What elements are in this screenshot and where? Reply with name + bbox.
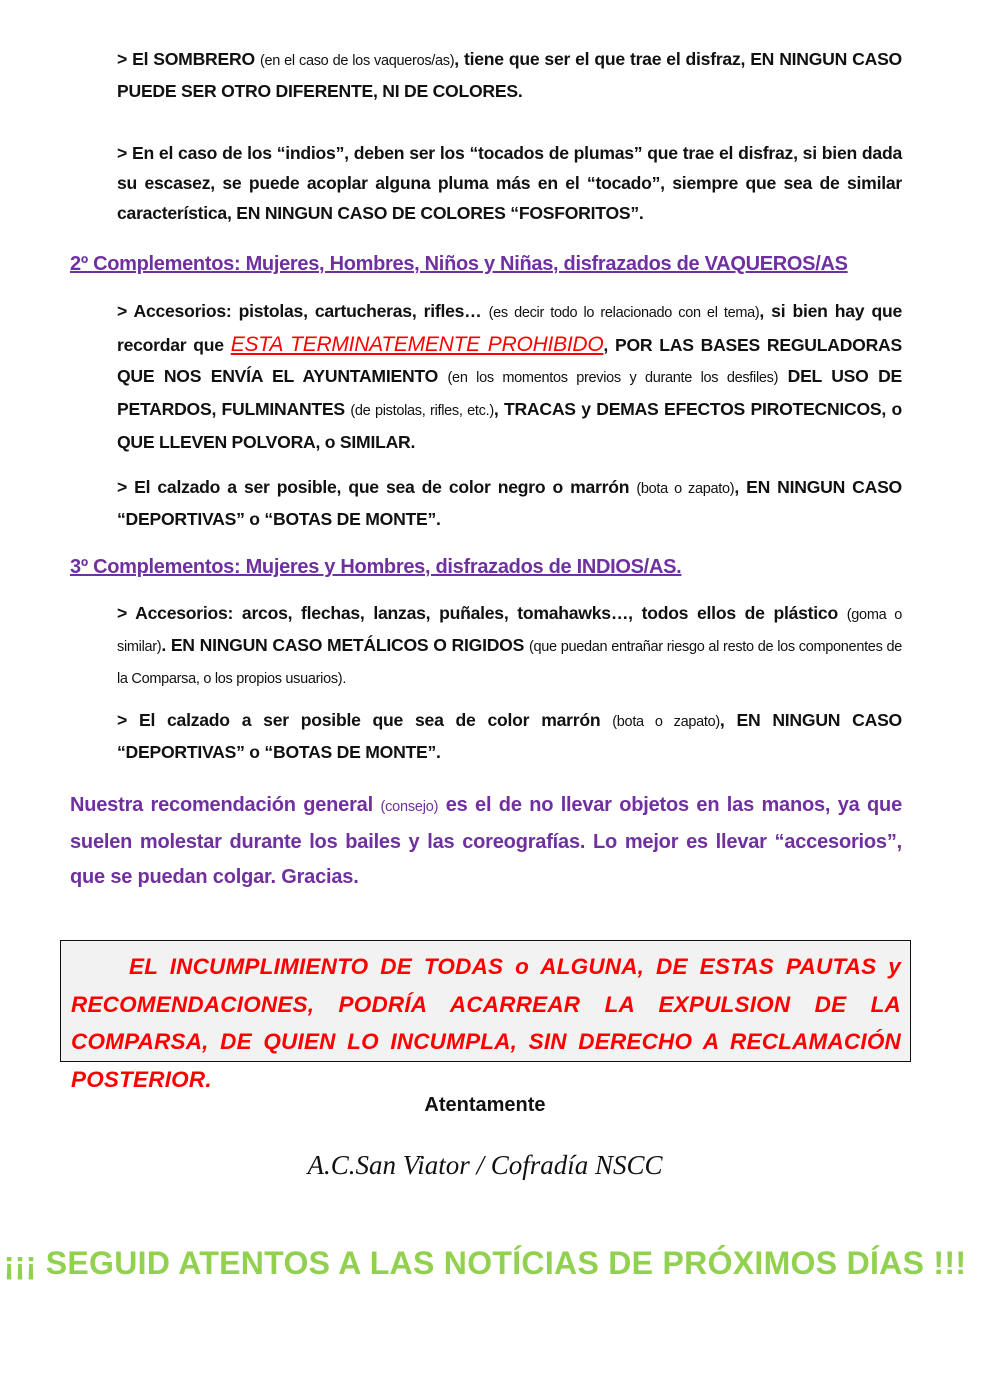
paragraph-sombrero <box>117 44 902 106</box>
indios-calzado-lead: > El calzado a ser posible que sea de color marrón <box>117 710 601 730</box>
pirotecnicos-text: , TRACAS y DEMAS EFECTOS PIROTECNICOS, o QUE LLEVEN POLVORA, o SIMILAR. <box>117 399 903 452</box>
recommendation-note: (consejo) <box>380 799 439 815</box>
calzado-lead: > El calzado a ser posible, que sea de color negro o marrón <box>117 477 630 497</box>
desfiles-note: (en los momentos previos y durante los desfiles) <box>447 370 779 386</box>
pistolas-note: (de pistolas, rifles, etc.) <box>350 403 494 419</box>
indios-calzado-rule: , EN NINGUN CASO “DEPORTIVAS” o “BOTAS DE MONTE”. <box>117 710 902 762</box>
calzado-rule: , EN NINGUN CASO “DEPORTIVAS” o “BOTAS DE MONTE”. <box>117 477 902 529</box>
paragraph-accesorios-indios <box>117 598 902 694</box>
accesorios-note: (es decir todo lo relacionado con el tema) <box>488 305 760 321</box>
closing-salutation: Atentamente <box>424 1094 546 1116</box>
heading-vaqueros: 2º Complementos: Mujeres, Hombres, Niños y Niñas, disfrazados de VAQUEROS/AS <box>70 253 848 275</box>
indios-calzado-note: (bota o zapato) <box>612 714 720 730</box>
indios-rule: > En el caso de los “indios”, deben ser los “tocados de plumas” que trae el disfraz, si bien dada su escasez, se puede acoplar alguna pluma más en el “tocado”, siempre que sea de similar característica, EN NINGUN CASO DE COLORES “FOSFORITOS”. <box>117 143 902 223</box>
calzado-note: (bota o zapato) <box>636 481 735 497</box>
warning-box <box>60 940 911 1092</box>
indios-accesorios-lead: > Accesorios: arcos, flechas, lanzas, puñales, tomahawks…, todos ellos de plástico <box>117 603 838 623</box>
heading-indios: 3º Complementos: Mujeres y Hombres, disfrazados de INDIOS/AS. <box>70 556 682 578</box>
signature: A.C.San Viator / Cofradía NSCC <box>307 1150 663 1180</box>
sombrero-note: (en el caso de los vaqueros/as) <box>259 53 455 69</box>
petardos-text: DEL USO DE PETARDOS, FULMINANTES <box>117 366 903 419</box>
sombrero-lead: > El SOMBRERO <box>117 49 255 69</box>
recommendation-text: es el de no llevar objetos en las manos, ya que suelen molestar durante los bailes y las coreografías. Lo mejor es llevar “accesorios”, que se puedan colgar. Gracias. <box>70 794 902 888</box>
accesorios-lead: > Accesorios: pistolas, cartucheras, rifles… <box>117 301 482 321</box>
paragraph-indios <box>117 138 902 228</box>
paragraph-accesorios-vaqueros <box>117 296 902 458</box>
warning-text: EL INCUMPLIMIENTO DE TODAS o ALGUNA, DE ESTAS PAUTAS y RECOMENDACIONES, PODRÍA ACARREAR LA EXPULSION DE LA COMPARSA, DE QUIEN LO INCUMPLA, SIN DERECHO A RECLAMACIÓN POSTERIOR. <box>71 954 901 1092</box>
prohibido-emphasis: ESTA TERMINATEMENTE PROHIBIDO <box>230 333 604 356</box>
accesorios-text: , si bien hay que recordar que <box>117 301 902 355</box>
indios-accesorios-note: (goma o similar) <box>117 607 903 655</box>
metalicos-text: . EN NINGUN CASO METÁLICOS O RIGIDOS <box>161 635 525 655</box>
final-notice: ¡¡¡ SEGUID ATENTOS A LAS NOTÍCIAS DE PRÓXIMOS DÍAS !!! <box>3 1245 967 1281</box>
recommendation-lead: Nuestra recomendación general <box>70 794 373 816</box>
paragraph-calzado-indios <box>117 705 902 767</box>
bases-text: , POR LAS BASES REGULADORAS QUE NOS ENVÍA EL AYUNTAMIENTO <box>117 335 902 386</box>
riesgo-note: (que puedan entrañar riesgo al resto de los componentes de la Comparsa, o los propios usuarios). <box>117 639 902 687</box>
recommendation-paragraph <box>70 788 902 895</box>
sombrero-rule: , tiene que ser el que trae el disfraz, EN NINGUN CASO PUEDE SER OTRO DIFERENTE, NI DE COLORES. <box>117 49 902 101</box>
paragraph-calzado-vaqueros <box>117 472 902 534</box>
